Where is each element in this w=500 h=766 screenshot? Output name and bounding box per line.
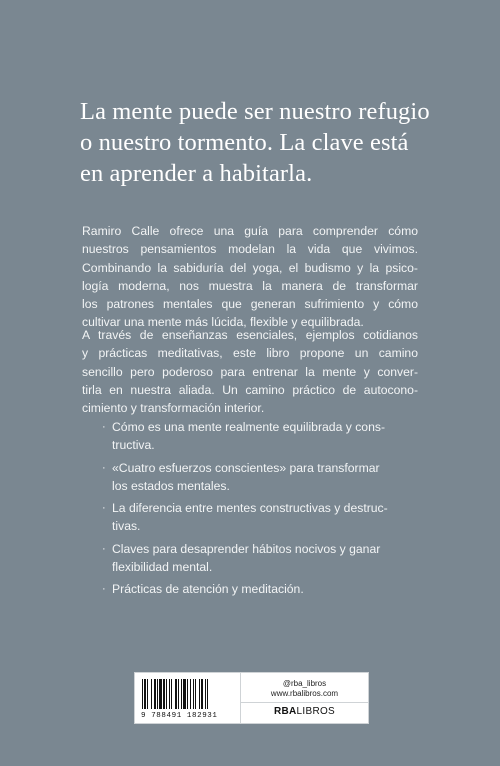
publisher-social: @rba_libros (282, 679, 327, 688)
headline-line: o nuestro tormento. La clave está (80, 129, 409, 156)
paragraph-line: logía moderna, nos muestra la manera de transformar (82, 278, 418, 293)
paragraph-line: los patrones mentales que generan sufrimiento y cómo (82, 297, 418, 312)
bullet-icon: · (102, 583, 106, 596)
list-item-line: tructiva. (112, 438, 155, 453)
barcode-box (134, 672, 369, 724)
publisher-logo-bold: RBA (273, 706, 297, 717)
list-item-line: Claves para desaprender hábitos nocivos y ganar (112, 541, 381, 556)
bullet-icon: · (102, 421, 106, 433)
description-paragraph-2 (82, 326, 418, 417)
list-item (102, 540, 412, 577)
list-item-line: La diferencia entre mentes constructivas y destruc- (112, 501, 388, 516)
description-paragraph-1 (82, 222, 418, 332)
list-item (102, 499, 412, 536)
isbn-number: 9 788491 182931 (141, 712, 218, 720)
list-item (102, 418, 412, 455)
feature-list (102, 418, 412, 603)
paragraph-line: Combinando la sabiduría del yoga, el budismo y la psico- (82, 260, 418, 275)
headline-line: La mente puede ser nuestro refugio (80, 98, 430, 125)
list-item-line: Prácticas de atención y meditación. (112, 582, 304, 597)
list-item-line: tivas. (112, 519, 141, 534)
publisher-block (241, 673, 368, 723)
headline-line: en aprender a habitarla. (80, 160, 313, 187)
paragraph-line: sencillo pero poderoso para entrenar la mente y conver- (82, 364, 418, 379)
paragraph-line: y prácticas meditativas, este libro propone un camino (82, 346, 418, 361)
paragraph-line: tirla en nuestra aliada. Un camino práctico de autocono- (82, 382, 418, 397)
paragraph-line: nuestros pensamientos modelan la vida que vivimos. (82, 242, 418, 257)
list-item-line: Cómo es una mente realmente equilibrada y cons- (112, 420, 386, 434)
list-item (102, 459, 412, 496)
publisher-logo-light: LIBROS (296, 706, 336, 717)
divider (241, 702, 368, 703)
paragraph-line: Ramiro Calle ofrece una guía para comprender cómo (82, 224, 418, 238)
list-item-line: «Cuatro esfuerzos conscientes» para transformar (112, 460, 380, 475)
paragraph-line: A través de enseñanzas esenciales, ejemplos cotidianos (82, 328, 418, 342)
publisher-logo (274, 706, 335, 717)
barcode-bars-icon (141, 679, 236, 709)
paragraph-line: cultivar una mente más lúcida, flexible y equilibrada. (82, 315, 364, 330)
list-item-line: flexibilidad mental. (112, 560, 213, 575)
bullet-icon: · (102, 461, 106, 474)
list-item (102, 580, 412, 598)
barcode (135, 673, 241, 723)
paragraph-line: cimiento y transformación interior. (82, 401, 265, 416)
bullet-icon: · (102, 542, 106, 555)
headline (80, 96, 440, 189)
list-item-line: los estados mentales. (112, 478, 230, 493)
publisher-website: www.rbalibros.com (270, 689, 339, 698)
bullet-icon: · (102, 502, 106, 515)
